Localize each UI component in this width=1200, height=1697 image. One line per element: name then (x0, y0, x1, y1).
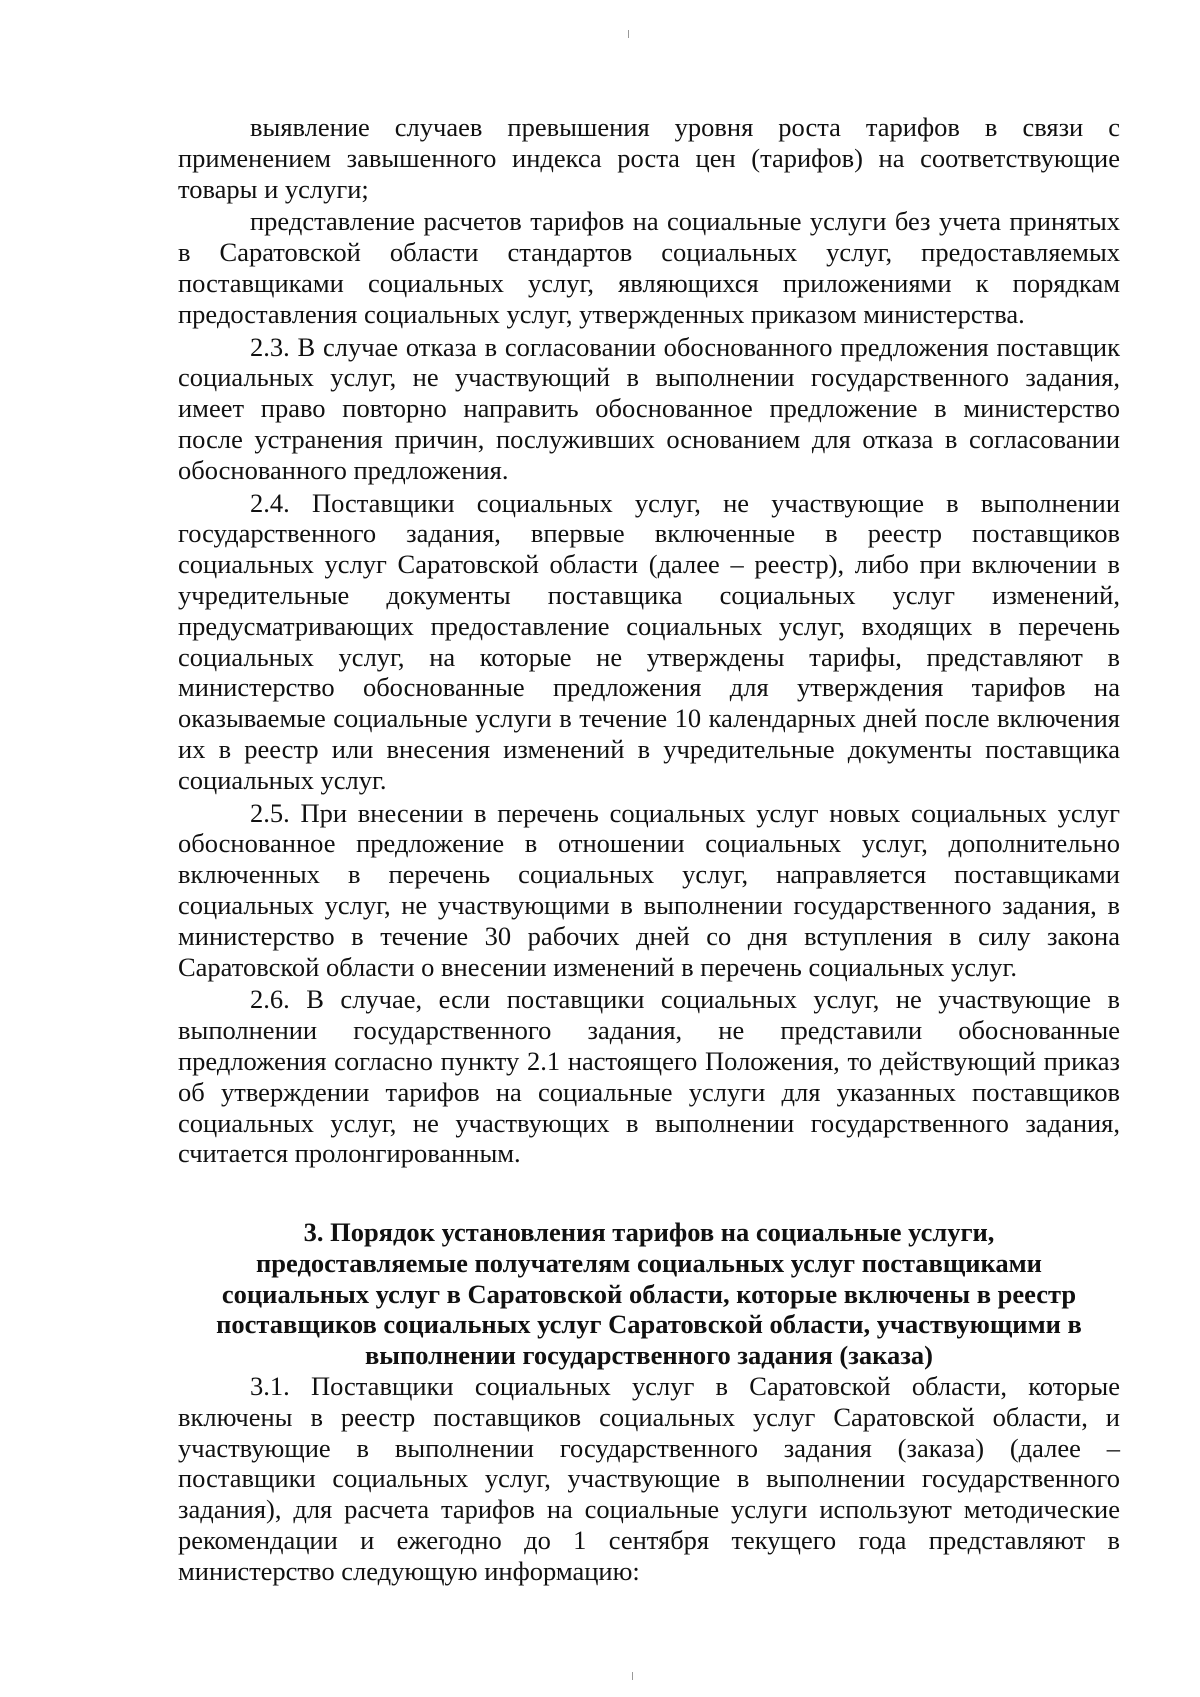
document-body (178, 112, 1120, 1589)
paragraph-2-4: 2.4. Поставщики социальных услуг, не участвующие в выполнении государственного задания, впервые включенные в реестр поставщиков социальных услуг Саратовской области (далее – реестр), либо при включении в учредительные документы поставщика социальных услуг изменений, предусматривающих предоставление социальных услуг, входящих в перечень социальных услуг, на которые не утверждены тарифы, представляют в министерство обоснованные предложения для утверждения тарифов на оказываемые социальные услуги в течение 10 календарных дней после включения их в реестр или внесения изменений в учредительные документы поставщика социальных услуг. (178, 487, 1120, 795)
paragraph-2-6: 2.6. В случае, если поставщики социальных услуг, не участвующие в выполнении государственного задания, не представили обоснованные предложения согласно пункту 2.1 настоящего Положения, то действующий приказ об утверждении тарифов на социальные услуги для указанных поставщиков социальных услуг, не участвующих в выполнении государственного задания, считается пролонгированным. (178, 984, 1120, 1169)
paragraph-tariff-excess: выявление случаев превышения уровня роста тарифов в связи с применением завышенного индекса роста цен (тарифов) на соответствующие товары и услуги; (178, 112, 1120, 204)
scan-mark-top (628, 30, 629, 38)
paragraph-standards: представление расчетов тарифов на социальные услуги без учета принятых в Саратовской области стандартов социальных услуг, предоставляемых поставщиками социальных услуг, являющихся приложениями к порядкам предоставления социальных услуг, утвержденных приказом министерства. (178, 206, 1120, 329)
paragraph-3-1: 3.1. Поставщики социальных услуг в Саратовской области, которые включены в реестр поставщиков социальных услуг Саратовской области, и участвующие в выполнении государственного задания (заказа) (далее – поставщики социальных услуг, участвующие в выполнении государственного задания), для расчета тарифов на социальные услуги используют методические рекомендации и ежегодно до 1 сентября текущего года представляют в министерство следующую информацию: (178, 1371, 1120, 1586)
paragraph-2-3: 2.3. В случае отказа в согласовании обоснованного предложения поставщик социальных услуг, не участвующий в выполнении государственного задания, имеет право повторно направить обоснованное предложение в министерство после устранения причин, послуживших основанием для отказа в согласовании обоснованного предложения. (178, 331, 1120, 485)
paragraph-2-5: 2.5. При внесении в перечень социальных услуг новых социальных услуг обоснованное предложение в отношении социальных услуг, дополнительно включенных в перечень социальных услуг, направляется поставщиками социальных услуг, не участвующими в выполнении государственного задания, в министерство в течение 30 рабочих дней со дня вступления в силу закона Саратовской области о внесении изменений в перечень социальных услуг. (178, 797, 1120, 982)
section-3-heading: 3. Порядок установления тарифов на социальные услуги, предоставляемые получателям социальных услуг поставщиками социальных услуг в Саратовской области, которые включены в реестр поставщиков социальных услуг Саратовской области, участвующими в выполнении государственного задания (заказа) (216, 1217, 1082, 1371)
scan-mark-bottom (632, 1672, 633, 1680)
